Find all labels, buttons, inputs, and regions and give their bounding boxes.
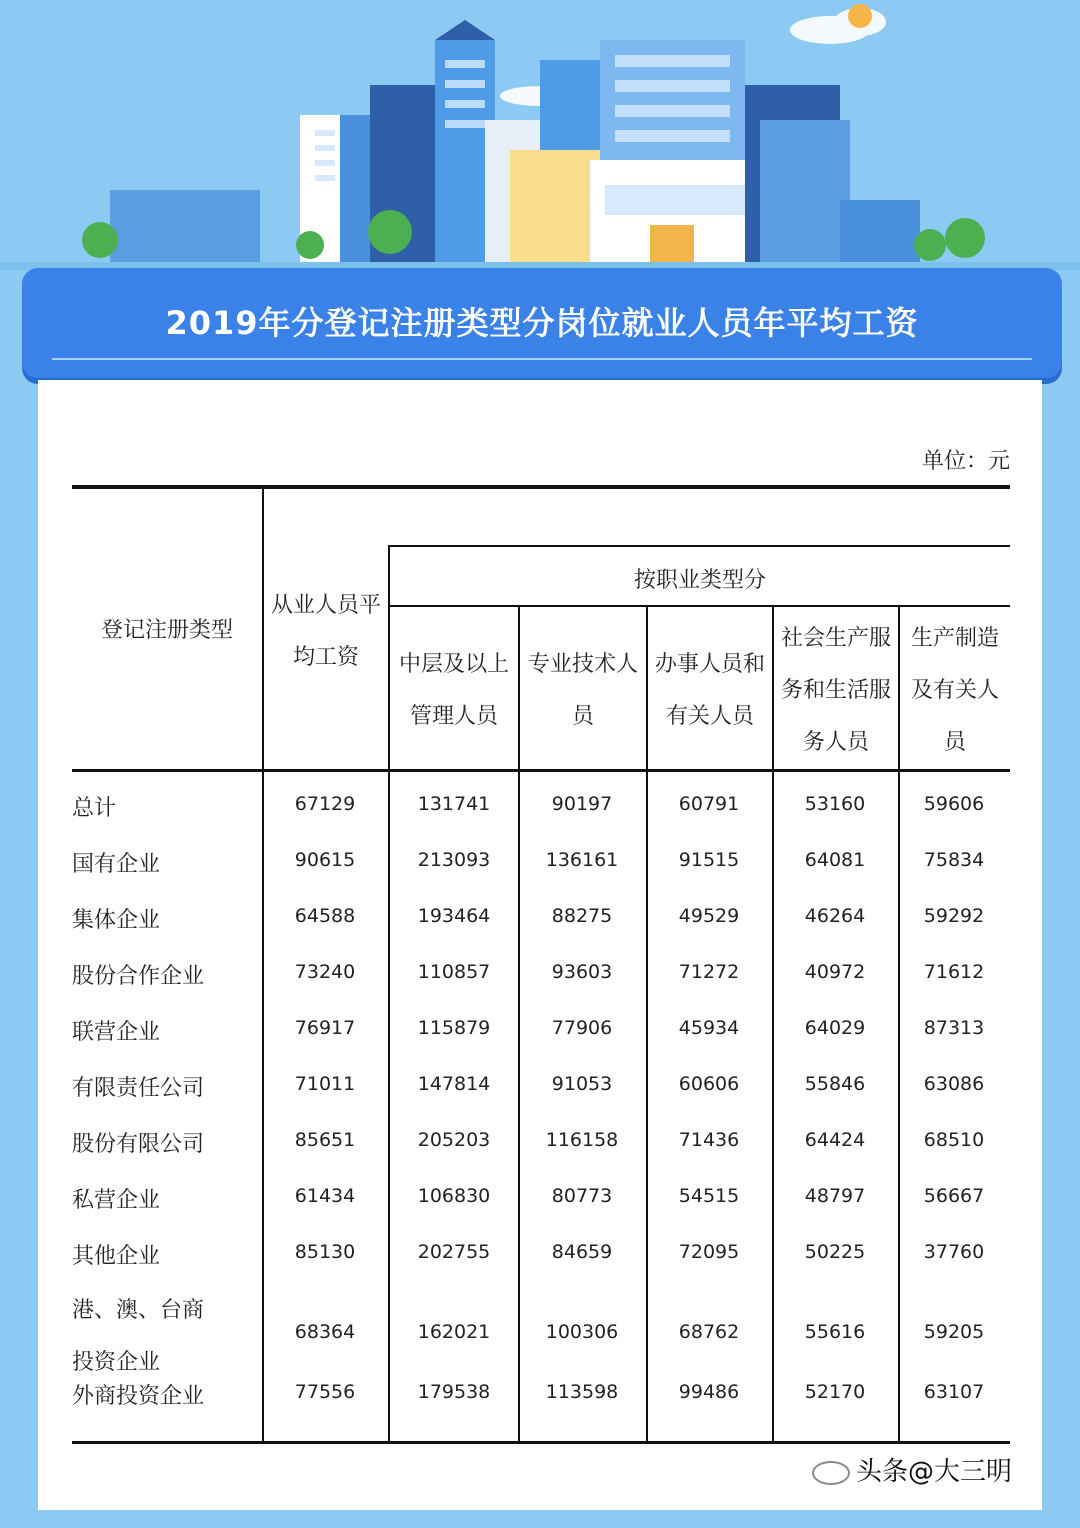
table-cell: 202755: [417, 1241, 491, 1263]
table-cell: 193464: [417, 905, 491, 927]
table-cell: 52170: [804, 1381, 866, 1403]
table-cell: 131741: [417, 793, 491, 815]
table-cell: 48797: [804, 1185, 866, 1207]
table-cell: 49529: [678, 905, 740, 927]
table-cell: 64424: [804, 1129, 866, 1151]
table-cell: 80773: [551, 1185, 613, 1207]
header-managers-line2: 管理人员: [409, 704, 498, 729]
group-bottom-rule: [389, 605, 1010, 607]
table-cell: 87313: [923, 1017, 985, 1039]
table-cell: 110857: [417, 961, 491, 983]
table-cell: 55616: [804, 1321, 866, 1343]
col-divider-3: [518, 605, 520, 1443]
table-cell: 179538: [417, 1381, 491, 1403]
table-cell: 68510: [923, 1129, 985, 1151]
row-label: 港、澳、台商: [72, 1298, 205, 1323]
table-cell: 85651: [294, 1129, 356, 1151]
table-cell: 59292: [923, 905, 985, 927]
table-cell: 213093: [417, 849, 491, 871]
watermark: [812, 1451, 1012, 1488]
table-cell: 162021: [417, 1321, 491, 1343]
col-divider-4: [646, 605, 648, 1443]
table-cell: 61434: [294, 1185, 356, 1207]
table-cell: 93603: [551, 961, 613, 983]
table-cell: 64588: [294, 905, 356, 927]
table-cell: 71272: [678, 961, 740, 983]
table-paper: [38, 380, 1042, 1510]
header-services-line2: 务和生活服: [780, 678, 891, 703]
unit-label: 单位：元: [921, 449, 1010, 474]
table-cell: 84659: [551, 1241, 613, 1263]
header-avg-line2: 均工资: [292, 645, 359, 670]
row-label: 外商投资企业: [72, 1384, 205, 1409]
table-cell: 106830: [417, 1185, 491, 1207]
header-services-line1: 社会生产服: [780, 626, 891, 651]
table-cell: 60791: [678, 793, 740, 815]
table-cell: 56667: [923, 1185, 985, 1207]
table-cell: 147814: [417, 1073, 491, 1095]
table-cell: 53160: [804, 793, 866, 815]
row-label: 国有企业: [72, 852, 161, 877]
table-cell: 205203: [417, 1129, 491, 1151]
table-cell: 64081: [804, 849, 866, 871]
table-cell: 113598: [545, 1381, 619, 1403]
table-cell: 71612: [923, 961, 985, 983]
page-title: 2019年分登记注册类型分岗位就业人员年平均工资: [165, 304, 919, 342]
table-cell: 45934: [678, 1017, 740, 1039]
header-bottom-rule: [72, 769, 1010, 772]
table-cell: 71436: [678, 1129, 740, 1151]
table-cell: 85130: [294, 1241, 356, 1263]
col-divider-1: [262, 485, 264, 1443]
table-cell: 50225: [804, 1241, 866, 1263]
table-cell: 63107: [923, 1381, 985, 1403]
header-production-line1: 生产制造: [910, 626, 999, 651]
header-professionals-line2: 员: [571, 704, 594, 729]
city-skyline-illustration: [0, 0, 1080, 280]
table-bottom-rule: [72, 1441, 1010, 1444]
watermark-icon: [812, 1461, 850, 1485]
table-cell: 91053: [551, 1073, 613, 1095]
watermark-text: 头条@大三明: [855, 1457, 1012, 1487]
table-cell: 91515: [678, 849, 740, 871]
table-cell: 63086: [923, 1073, 985, 1095]
table-cell: 75834: [923, 849, 985, 871]
header-professionals-line1: 专业技术人: [527, 652, 638, 677]
header-clerks-line1: 办事人员和: [654, 652, 765, 677]
table-cell: 64029: [804, 1017, 866, 1039]
row-label: 投资企业: [72, 1350, 161, 1375]
table-top-rule: [72, 485, 1010, 489]
table-cell: 77556: [294, 1381, 356, 1403]
row-label: 私营企业: [72, 1188, 161, 1213]
row-label: 股份有限公司: [72, 1132, 205, 1157]
row-label: 联营企业: [72, 1020, 161, 1045]
table-cell: 60606: [678, 1073, 740, 1095]
table-cell: 40972: [804, 961, 866, 983]
group-top-rule: [389, 545, 1010, 547]
table-cell: 73240: [294, 961, 356, 983]
table-cell: 136161: [545, 849, 619, 871]
table-cell: 116158: [545, 1129, 619, 1151]
table-cell: 55846: [804, 1073, 866, 1095]
table-cell: 72095: [678, 1241, 740, 1263]
table-cell: 77906: [551, 1017, 613, 1039]
row-label: 股份合作企业: [72, 964, 205, 989]
table-cell: 54515: [678, 1185, 740, 1207]
table-cell: 67129: [294, 793, 356, 815]
col-divider-2: [388, 545, 390, 1443]
row-label: 有限责任公司: [72, 1076, 205, 1101]
row-label: 总计: [72, 796, 117, 821]
header-managers-line1: 中层及以上: [398, 652, 509, 677]
row-label: 集体企业: [72, 908, 161, 933]
table-cell: 46264: [804, 905, 866, 927]
header-type: 登记注册类型: [100, 618, 233, 643]
table-cell: 76917: [294, 1017, 356, 1039]
table-cell: 88275: [551, 905, 613, 927]
table-cell: 59205: [923, 1321, 985, 1343]
table-cell: 90197: [551, 793, 613, 815]
table-cell: 37760: [923, 1241, 985, 1263]
banner-divider: [52, 358, 1032, 360]
row-label: 其他企业: [72, 1244, 161, 1269]
table-cell: 59606: [923, 793, 985, 815]
header-avg-line1: 从业人员平: [270, 593, 381, 618]
title-banner: [22, 268, 1062, 378]
table-cell: 71011: [294, 1073, 356, 1095]
table-cell: 68762: [678, 1321, 740, 1343]
table-cell: 68364: [294, 1321, 356, 1343]
header-production-line2: 及有关人: [910, 678, 999, 703]
header-group: 按职业类型分: [633, 568, 766, 593]
header-services-line3: 务人员: [802, 730, 869, 755]
table-cell: 100306: [545, 1321, 619, 1343]
header-clerks-line2: 有关人员: [665, 704, 754, 729]
table-cell: 90615: [294, 849, 356, 871]
table-cell: 99486: [678, 1381, 740, 1403]
table-cell: 115879: [417, 1017, 491, 1039]
header-production-line3: 员: [943, 730, 966, 755]
